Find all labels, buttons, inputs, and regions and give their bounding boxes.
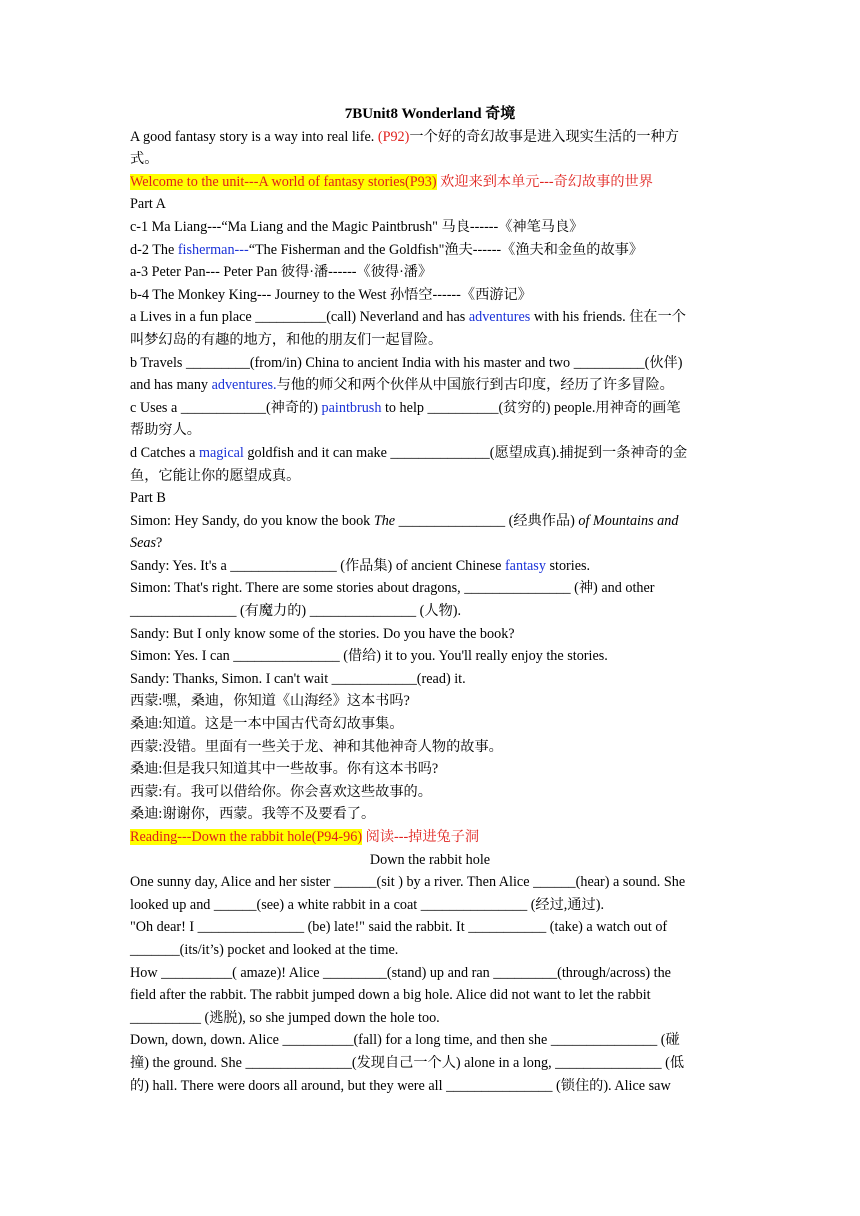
dialogue-blank: _______________ (经典作品)	[395, 512, 579, 529]
reading-heading	[130, 826, 730, 849]
dialogue-line-2	[130, 532, 730, 555]
reading-line-9: 撞) the ground. She _______________(发现自己一个人) alone in a long, _______________ (低	[130, 1054, 685, 1071]
reading-line-7: __________ (逃脱), so she jumped down the hole too.	[130, 1009, 440, 1026]
dialogue-cn-2: 桑迪:知道。这是一本中国古代奇幻故事集。	[130, 716, 404, 733]
dialogue-cn-4: 桑迪:但是我只知道其中一些故事。你有这本书吗?	[130, 761, 439, 778]
dialogue-text-3: Sandy: Yes. It's a _______________ (作品集) of ancient Chinese	[130, 557, 505, 574]
reading-line-2: looked up and ______(see) a white rabbit in a coat _______________ (经过,通过).	[130, 896, 604, 913]
exercise-b-text: and has many	[130, 377, 212, 394]
exercise-d-line-2: 鱼，它能让你的愿望成真。	[130, 467, 301, 484]
question-mark: ?	[156, 535, 163, 552]
exercise-c-text-end: to help __________(贫穷的) people.用神奇的画笔	[381, 399, 681, 416]
reading-line-6: field after the rabbit. The rabbit jumped down a big hole. Alice did not want to let the rabbit	[130, 987, 651, 1004]
reading-line-10: 的) hall. There were doors all around, but they were all _______________ (锁住的). Alice saw	[130, 1077, 671, 1094]
part-a-item-2	[130, 239, 730, 262]
exercise-a-line-2: 叫梦幻岛的有趣的地方，和他的朋友们一起冒险。	[130, 331, 443, 348]
exercise-c-line-2: 帮助穷人。	[130, 422, 201, 439]
reading-subtitle: Down the rabbit hole	[369, 851, 491, 868]
page-title: 7BUnit8 Wonderland 奇境	[344, 106, 516, 122]
reading-cn: 阅读---掉进兔子洞	[362, 829, 480, 845]
dialogue-line-6: Sandy: But I only know some of the stories. Do you have the book?	[130, 625, 515, 642]
reading-line-3: "Oh dear! I _______________ (be) late!" said the rabbit. It ___________ (take) a watch out of	[130, 919, 668, 936]
keyword-adventures-2: adventures.	[211, 377, 277, 394]
welcome-heading	[130, 171, 730, 194]
exercise-b-line-2	[130, 374, 730, 397]
part-b-heading: Part B	[130, 490, 166, 507]
dialogue-cn-1: 西蒙:嘿，桑迪，你知道《山海经》这本书吗?	[130, 693, 410, 710]
intro-text: A good fantasy story is a way into real life.	[130, 128, 378, 145]
dialogue-line-8: Sandy: Thanks, Simon. I can't wait ____________(read) it.	[130, 670, 466, 687]
dialogue-cn-6: 桑迪:谢谢你，西蒙。我等不及要看了。	[130, 806, 376, 823]
part-a-item-3: a-3 Peter Pan--- Peter Pan 彼得·潘------《彼得·潘》	[130, 264, 433, 281]
exercise-d-text: d Catches a	[130, 444, 199, 461]
intro-line-2: 式。	[130, 151, 159, 168]
item-2-text: d-2 The	[130, 241, 178, 258]
dialogue-text: Simon: Hey Sandy, do you know the book	[130, 512, 374, 529]
exercise-a-text-end: with his friends. 住在一个	[530, 309, 686, 326]
book-title-rest: of Mountains and	[578, 512, 679, 529]
book-title-seas: Seas	[130, 535, 157, 552]
welcome-highlight: Welcome to the unit---A world of fantasy stories(P93)	[130, 173, 437, 190]
exercise-d-line-1	[130, 442, 730, 465]
dialogue-line-4: Simon: That's right. There are some stories about dragons, _______________ (神) and other	[130, 580, 655, 597]
exercise-b-cn: 与他的师父和两个伙伴从中国旅行到古印度，经历了许多冒险。	[276, 377, 674, 394]
keyword-fisherman: fisherman---	[177, 241, 249, 258]
keyword-fantasy: fantasy	[504, 557, 546, 574]
page-ref: (P92)	[377, 128, 410, 145]
exercise-c-line-1	[130, 397, 730, 420]
reading-line-1: One sunny day, Alice and her sister ______(sit ) by a river. Then Alice ______(hear) a sound. She	[130, 874, 686, 891]
part-a-item-4: b-4 The Monkey King--- Journey to the West 孙悟空------《西游记》	[130, 286, 532, 303]
dialogue-line-1	[130, 510, 730, 533]
document-page	[130, 103, 730, 1097]
book-title-the: The	[373, 512, 396, 529]
dialogue-line-3	[130, 555, 730, 578]
exercise-a-line-1	[130, 306, 730, 329]
dialogue-cn-3: 西蒙:没错。里面有一些关于龙、神和其他神奇人物的故事。	[130, 738, 503, 755]
exercise-a-text: a Lives in a fun place __________(call) Neverland and has	[130, 309, 469, 326]
reading-line-4: _______(its/it’s) pocket and looked at the time.	[130, 941, 399, 958]
dialogue-line-5: _______________ (有魔力的) _______________ (人物).	[130, 603, 462, 620]
welcome-cn: 欢迎来到本单元---奇幻故事的世界	[436, 173, 653, 190]
dialogue-cn-5: 西蒙:有。我可以借给你。你会喜欢这些故事的。	[130, 783, 432, 800]
keyword-adventures: adventures	[468, 309, 531, 326]
intro-cn: 一个好的奇幻故事是进入现实生活的一种方	[409, 128, 679, 145]
reading-line-8: Down, down, down. Alice __________(fall) for a long time, and then she _______________ (碰	[130, 1032, 680, 1049]
part-a-heading: Part A	[130, 196, 166, 213]
keyword-paintbrush: paintbrush	[321, 399, 382, 416]
exercise-d-text-end: goldfish and it can make ______________(愿望成真).捕捉到一条神奇的金	[243, 444, 688, 461]
exercise-b-line-1: b Travels _________(from/in) China to ancient India with his master and two __________(伙伴)	[130, 354, 683, 371]
reading-line-5: How __________( amaze)! Alice _________(stand) up and ran _________(through/across) the	[130, 964, 671, 981]
keyword-magical: magical	[198, 444, 244, 461]
reading-highlight: Reading---Down the rabbit hole(P94-96)	[130, 829, 363, 845]
exercise-c-text: c Uses a ____________(神奇的)	[130, 399, 322, 416]
dialogue-text-3-end: stories.	[545, 557, 591, 574]
part-a-item-1: c-1 Ma Liang---“Ma Liang and the Magic Paintbrush" 马良------《神笔马良》	[130, 218, 584, 235]
dialogue-line-7: Simon: Yes. I can _______________ (借给) it to you. You'll really enjoy the stories.	[130, 648, 608, 665]
item-2-text-end: “The Fisherman and the Goldfish"渔夫------《渔夫和金鱼的故事》	[248, 241, 644, 258]
intro-line	[130, 126, 730, 149]
